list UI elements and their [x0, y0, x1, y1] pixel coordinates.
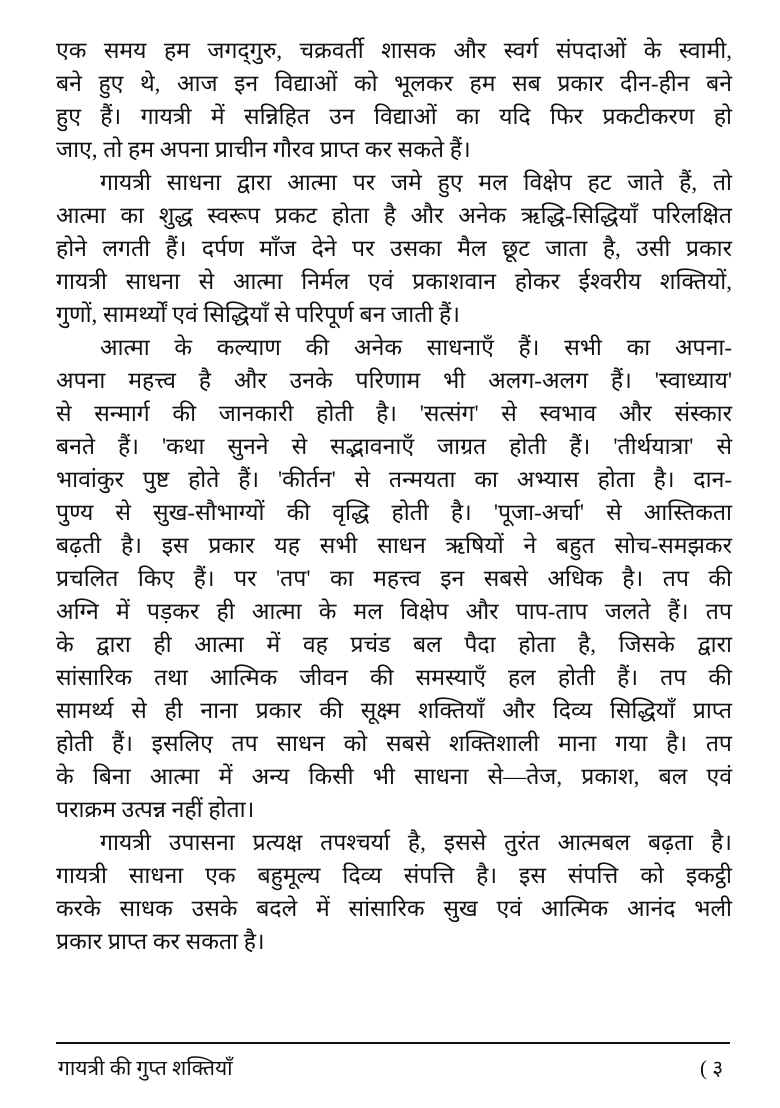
text-line: गायत्री साधना से आत्मा निर्मल एवं प्रकाशवान होकर ईश्वरीय शक्तियों,: [56, 269, 732, 294]
text-line: के द्वारा ही आत्मा में वह प्रचंड बल पैदा होता है, जिसके द्वारा: [56, 632, 732, 657]
page-number: ( ३: [700, 1056, 724, 1080]
text-line: सामर्थ्य से ही नाना प्रकार की सूक्ष्म शक्तियाँ और दिव्य सिद्धियाँ प्राप्त: [56, 698, 732, 723]
text-line: से सन्मार्ग की जानकारी होती है। 'सत्संग' से स्वभाव और संस्कार: [56, 401, 732, 426]
text-line: करके साधक उसके बदले में सांसारिक सुख एवं आत्मिक आनंद भली: [56, 896, 732, 921]
paragraph: [56, 166, 732, 331]
text-line: आत्मा के कल्याण की अनेक साधनाएँ हैं। सभी का अपना-: [100, 335, 732, 360]
text-line: के बिना आत्मा में अन्य किसी भी साधना से—तेज, प्रकाश, बल एवं: [56, 764, 732, 789]
text-line: बने हुए थे, आज इन विद्याओं को भूलकर हम सब प्रकार दीन-हीन बने: [56, 71, 732, 96]
text-line: बनते हैं। 'कथा सुनने से सद्भावनाएँ जाग्रत होती हैं। 'तीर्थयात्रा' से: [56, 434, 732, 459]
paragraph: [56, 331, 732, 826]
text-line: पराक्रम उत्पन्न नहीं होता।: [56, 797, 255, 822]
running-footer-title: गायत्री की गुप्त शक्तियाँ: [58, 1056, 233, 1080]
page-body: [56, 34, 732, 958]
text-line: गुणों, सामर्थ्यों एवं सिद्धियाँ से परिपूर्ण बन जाती हैं।: [56, 302, 460, 327]
text-line: अपना महत्त्व है और उनके परिणाम भी अलग-अलग हैं। 'स्वाध्याय': [56, 368, 732, 393]
text-line: भावांकुर पुष्ट होते हैं। 'कीर्तन' से तन्मयता का अभ्यास होता है। दान-: [56, 467, 732, 492]
text-line: एक समय हम जगद्‌गुरु, चक्रवर्ती शासक और स्वर्ग संपदाओं के स्वामी,: [56, 38, 732, 63]
text-line: जाए, तो हम अपना प्राचीन गौरव प्राप्त कर सकते हैं।: [56, 137, 471, 162]
text-line: हुए हैं। गायत्री में सन्निहित उन विद्याओं का यदि फिर प्रकटीकरण हो: [56, 104, 732, 129]
text-line: पुण्य से सुख-सौभाग्यों की वृद्धि होती है। 'पूजा-अर्चा' से आस्तिकता: [56, 500, 732, 525]
text-line: गायत्री साधना द्वारा आत्मा पर जमे हुए मल विक्षेप हट जाते हैं, तो: [100, 170, 732, 195]
paragraph: [56, 826, 732, 958]
text-line: प्रचलित किए हैं। पर 'तप' का महत्त्व इन सबसे अधिक है। तप की: [56, 566, 732, 591]
footer-rule: [56, 1042, 730, 1044]
text-line: सांसारिक तथा आत्मिक जीवन की समस्याएँ हल होती हैं। तप की: [56, 665, 732, 690]
text-line: अग्नि में पड़कर ही आत्मा के मल विक्षेप और पाप-ताप जलते हैं। तप: [56, 599, 732, 624]
text-line: बढ़ती है। इस प्रकार यह सभी साधन ऋषियों ने बहुत सोच-समझकर: [56, 533, 732, 558]
text-line: आत्मा का शुद्ध स्वरूप प्रकट होता है और अनेक ऋद्धि-सिद्धियाँ परिलक्षित: [56, 203, 732, 228]
text-line: प्रकार प्राप्त कर सकता है।: [56, 929, 265, 954]
text-line: होने लगती हैं। दर्पण माँज देने पर उसका मैल छूट जाता है, उसी प्रकार: [56, 236, 732, 261]
text-line: गायत्री साधना एक बहुमूल्य दिव्य संपत्ति है। इस संपत्ति को इकट्ठी: [56, 863, 732, 888]
text-line: होती हैं। इसलिए तप साधन को सबसे शक्तिशाली माना गया है। तप: [56, 731, 732, 756]
paragraph: [56, 34, 732, 166]
text-line: गायत्री उपासना प्रत्यक्ष तपश्चर्या है, इससे तुरंत आत्मबल बढ़ता है।: [100, 830, 732, 855]
